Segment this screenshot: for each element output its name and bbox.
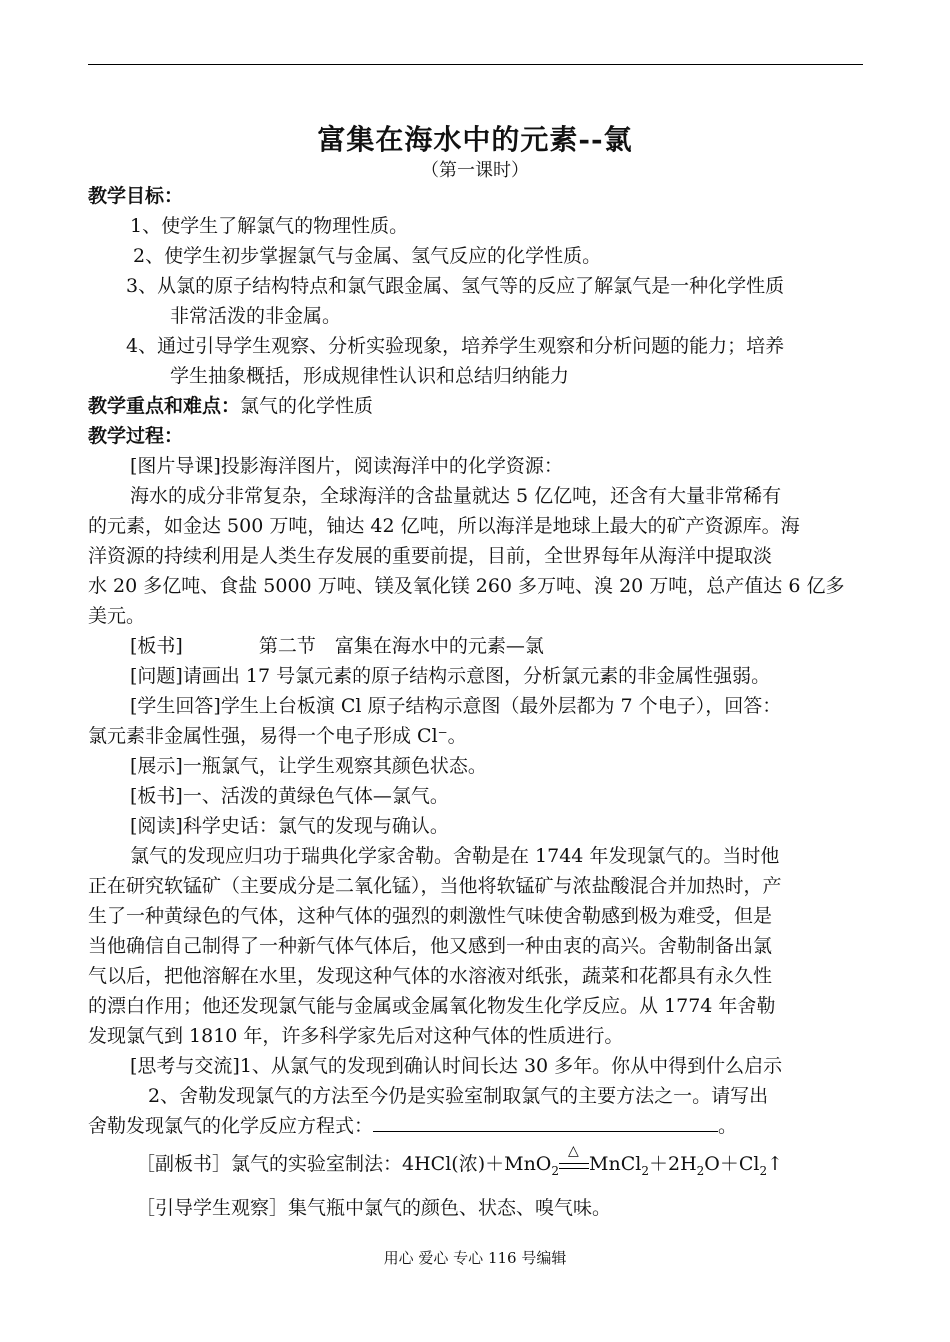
key-points-text: 氯气的化学性质 xyxy=(240,395,374,417)
body-line: 海水的成分非常复杂，全球海洋的含盐量就达 5 亿亿吨，还含有大量非常稀有 xyxy=(130,485,782,507)
body-line: [学生回答]学生上台板演 Cl 原子结构示意图（最外层都为 7 个电子），回答： xyxy=(130,695,782,717)
answer-prompt: 舍勒发现氯气的化学反应方程式： xyxy=(88,1115,374,1137)
body-line: 的漂白作用；他还发现氯气能与金属或金属氧化物发生化学反应。从 1774 年舍勒 xyxy=(88,995,776,1017)
body-line: 的元素，如金达 500 万吨，铀达 42 亿吨，所以海洋是地球上最大的矿产资源库。海 xyxy=(88,515,800,537)
body-line: 生了一种黄绿色的气体，这种气体的强烈的刺激性气味使舍勒感到极为难受，但是 xyxy=(88,905,773,927)
answer-blank[interactable] xyxy=(373,1113,718,1132)
body-line: [板书]一、活泼的黄绿色气体—氯气。 xyxy=(130,785,449,807)
answer-end: 。 xyxy=(718,1115,738,1137)
process-heading: 教学过程： xyxy=(88,425,184,447)
equation-line xyxy=(136,1143,916,1185)
body-line: 氯气的发现应归功于瑞典化学家舍勒。舍勒是在 1744 年发现氯气的。当时他 xyxy=(130,845,780,867)
observe-line: ［引导学生观察］集气瓶中氯气的颜色、状态、嗅气味。 xyxy=(136,1197,612,1219)
page-title: 富集在海水中的元素--氯 xyxy=(317,123,633,156)
key-points-line xyxy=(88,392,868,420)
key-points-heading: 教学重点和难点： xyxy=(88,395,241,417)
body-line: 2、舍勒发现氯气的方法至今仍是实验室制取氯气的主要方法之一。请写出 xyxy=(148,1085,769,1107)
body-line: 美元。 xyxy=(88,605,146,627)
body-line: [图片导课]投影海洋图片，阅读海洋中的化学资源： xyxy=(130,455,563,477)
objective-line: 1、使学生了解氯气的物理性质。 xyxy=(130,215,409,237)
objective-line: 3、从氯的原子结构特点和氯气跟金属、氢气等的反应了解氯气是一种化学性质 xyxy=(126,275,785,297)
body-line: [板书] 第二节 富集在海水中的元素—氯 xyxy=(130,635,544,657)
body-line: 正在研究软锰矿（主要成分是二氧化锰），当他将软锰矿与浓盐酸混合并加热时，产 xyxy=(88,875,782,897)
objective-line: 学生抽象概括，形成规律性认识和总结归纳能力 xyxy=(170,365,570,387)
page-subtitle: （第一课时） xyxy=(421,160,529,181)
objective-line: 4、通过引导学生观察、分析实验现象，培养学生观察和分析问题的能力；培养 xyxy=(126,335,785,357)
body-line: 当他确信自己制得了一种新气体气体后，他又感到一种由衷的高兴。舍勒制备出氯 xyxy=(88,935,773,957)
body-line: 气以后，把他溶解在水里，发现这种气体的水溶液对纸张，蔬菜和花都具有永久性 xyxy=(88,965,773,987)
body-line: 氯元素非金属性强，易得一个电子形成 Cl⁻。 xyxy=(88,725,467,747)
header-rule xyxy=(88,64,863,65)
objective-line: 2、使学生初步掌握氯气与金属、氢气反应的化学性质。 xyxy=(133,245,602,267)
body-line: [问题]请画出 17 号氯元素的原子结构示意图，分析氯元素的非金属性强弱。 xyxy=(130,665,771,687)
equation-reactants: 4HCl(浓)＋MnO$_2$ xyxy=(402,1153,560,1178)
equation-prefix: ［副板书］氯气的实验室制法： xyxy=(136,1153,403,1175)
body-line: 洋资源的持续利用是人类生存发展的重要前提，目前，全世界每年从海洋中提取淡 xyxy=(88,545,773,567)
reaction-arrow xyxy=(559,1143,589,1175)
objectives-heading: 教学目标： xyxy=(88,185,184,207)
equation-products: $MnCl_2+2H_2O+Cl_2↑$ xyxy=(589,1153,784,1178)
page-footer: 用心 爱心 专心 116 号编辑 xyxy=(383,1249,567,1267)
body-line: 发现氯气到 1810 年，许多科学家先后对这种气体的性质进行。 xyxy=(88,1025,624,1047)
body-line: 水 20 多亿吨、食盐 5000 万吨、镁及氧化镁 260 多万吨、溴 20 万吨，总产值达 6 亿多 xyxy=(88,575,845,597)
body-line: [思考与交流]1、从氯气的发现到确认时间长达 30 多年。你从中得到什么启示 xyxy=(130,1055,783,1077)
answer-line xyxy=(88,1112,868,1140)
body-line: [展示]一瓶氯气，让学生观察其颜色状态。 xyxy=(130,755,487,777)
body-line: [阅读]科学史话：氯气的发现与确认。 xyxy=(130,815,449,837)
objective-line: 非常活泼的非金属。 xyxy=(170,305,342,327)
gas-arrow-icon: ↑ xyxy=(767,1153,784,1175)
heat-symbol: △ xyxy=(568,1143,579,1159)
